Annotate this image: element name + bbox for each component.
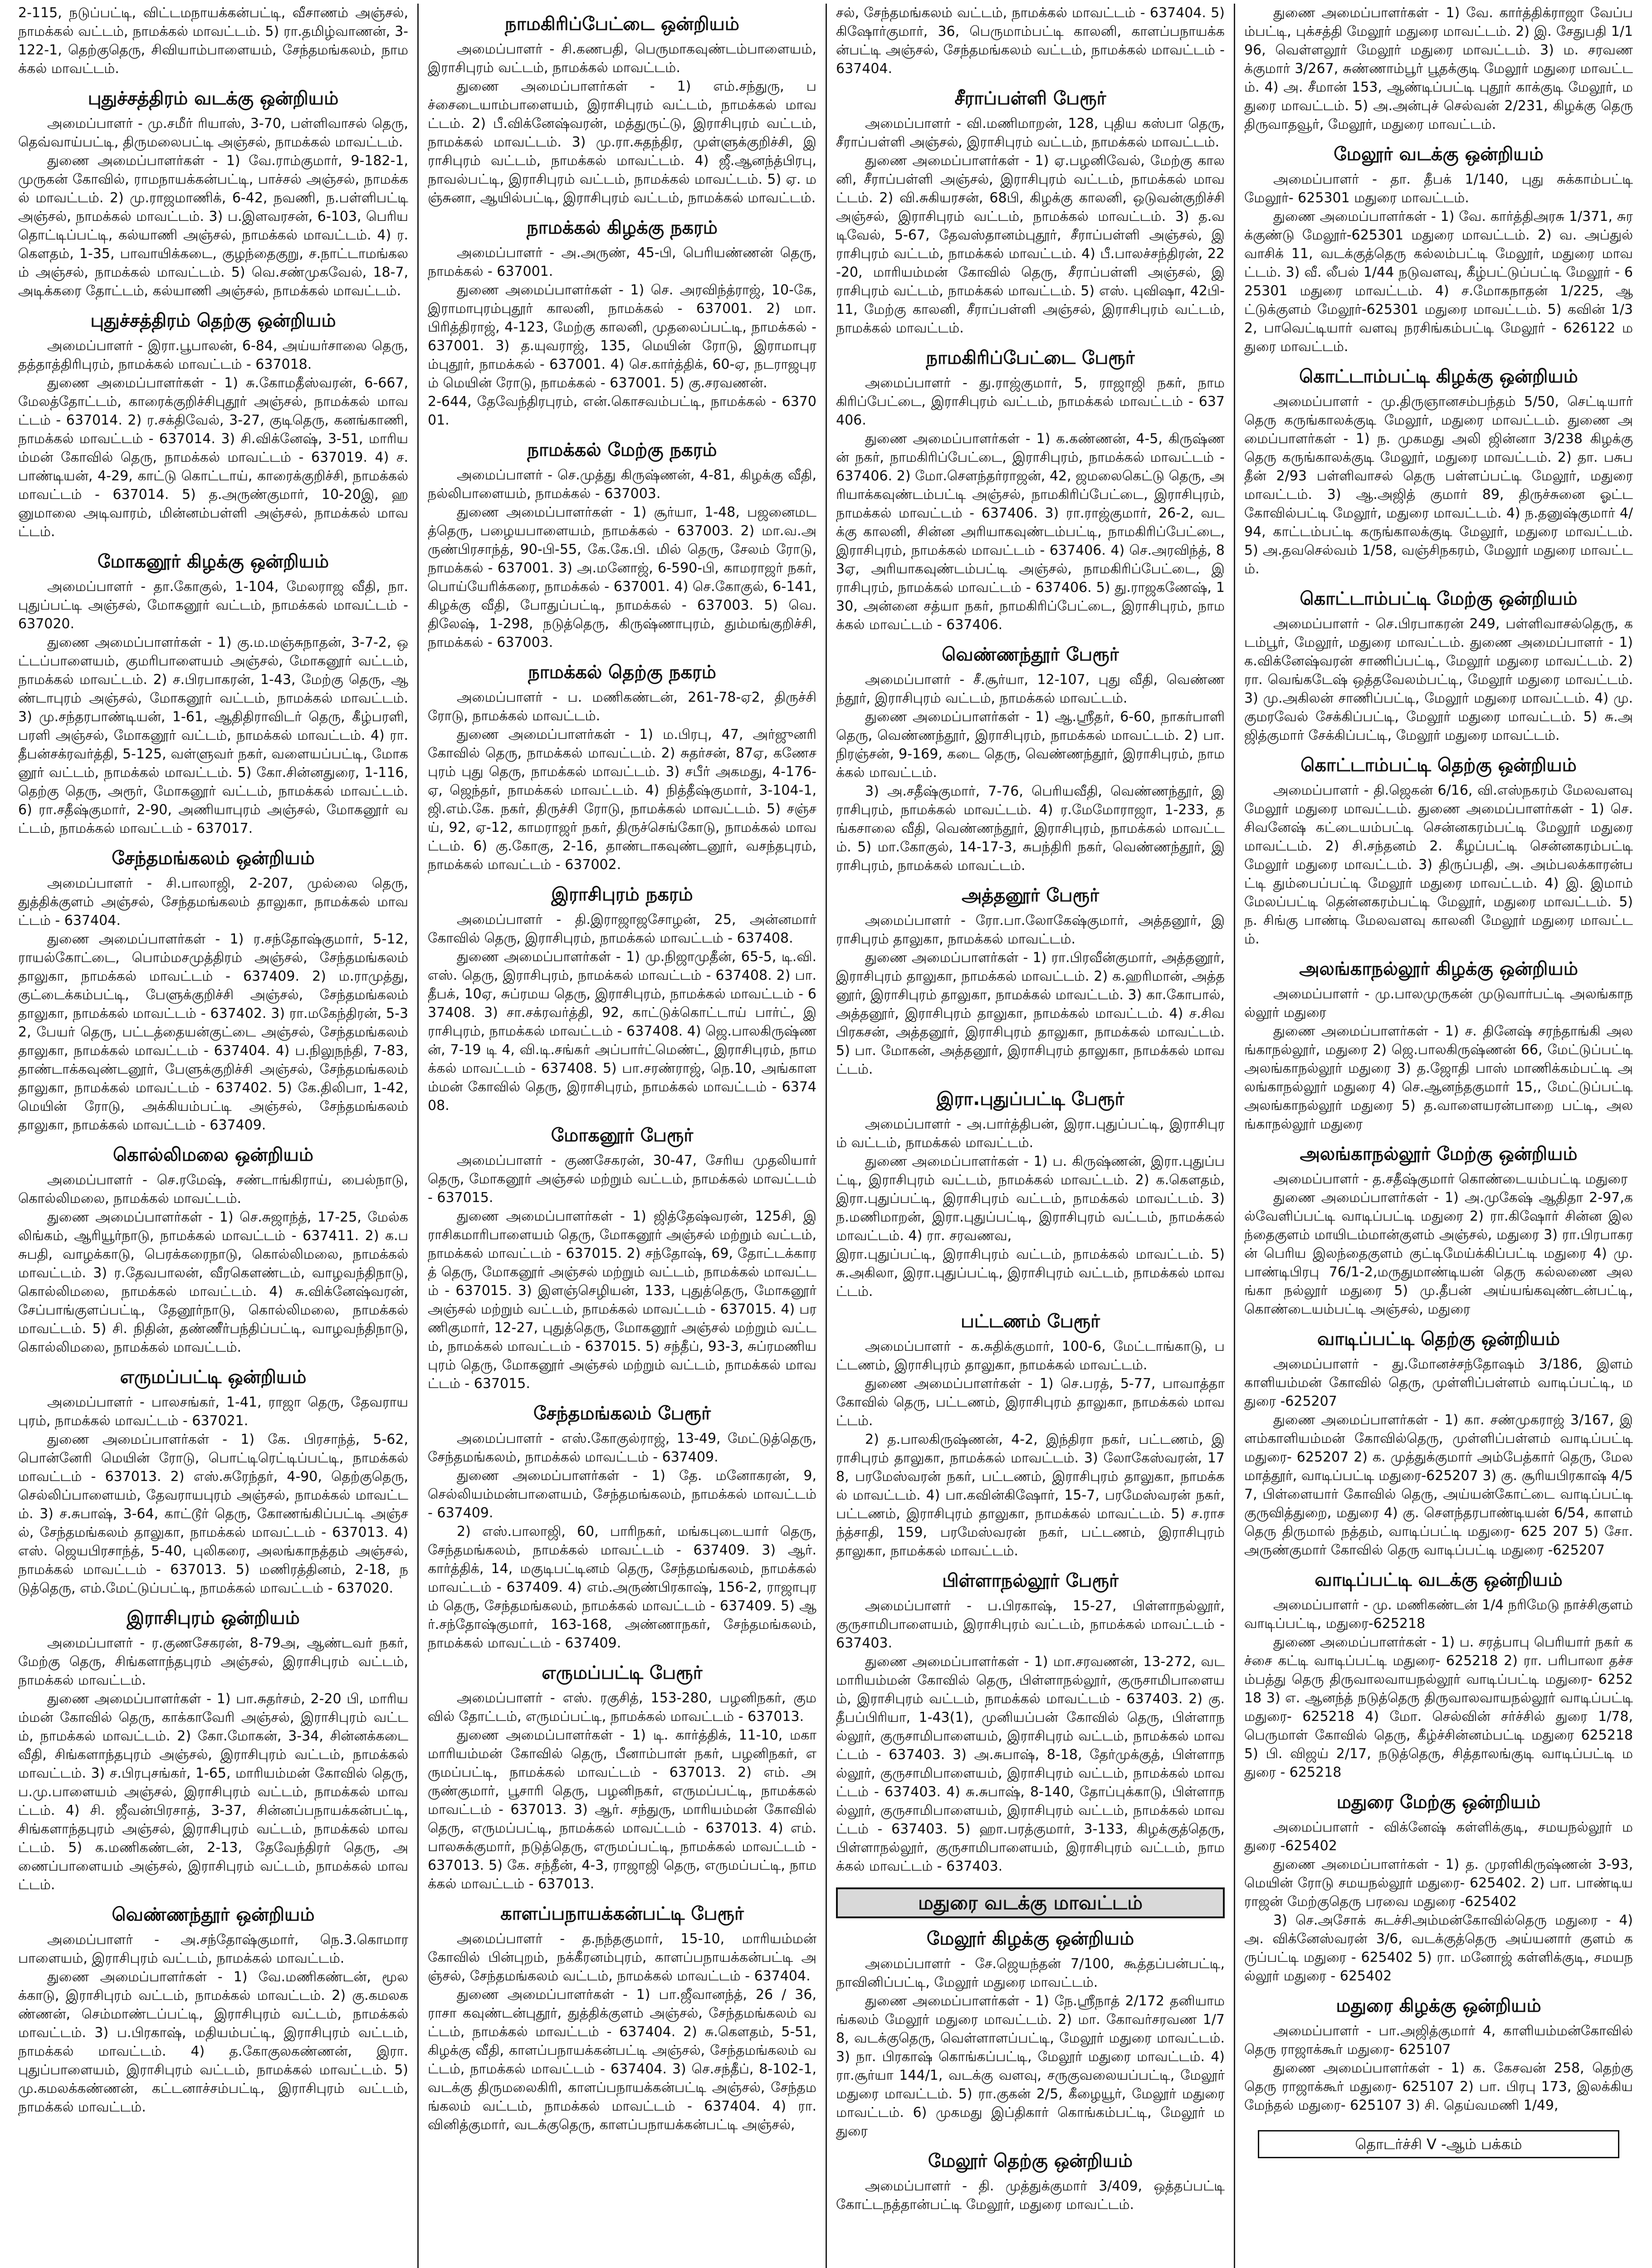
body-paragraph: அமைப்பாளர் - தி.இராஜாஜசோழன், 25, அன்னமார் கோவில் தெரு, இராசிபுரம், நாமக்கல் மாவட்டம் - 637408. [428,912,816,946]
body-paragraph: துணை அமைப்பாளர்கள் - 1) கு.ம.மஞ்சுநாதன், 3-7-2, ஒட்டப்பாளையம், குமரிபாளையம் அஞ்சல், மோகனூர் வட்டம், நாமக்கல் மாவட்டம். 2) ச.பிரபாகரன், 1-43, மேற்கு தெரு, ஆண்டாபுரம் அஞ்சல், மோகனூர் வட்டம், நாமக்கல் மாவட்டம். 3) மு.சந்தரபாண்டியன், 1-61, ஆதிதிராவிடர் தெரு, கீழ்பரளி, பரளி அஞ்சல், மோகனூர் வட்டம், நாமக்கல் மாவட்டம். 4) ரா.தீபன்சக்ரவர்த்தி, 5-125, வள்ளுவர் நகர், வளையப்பட்டி, மோகனூர் வட்டம், நாமக்கல் மாவட்டம். 5) கோ.சின்னதுரை, 1-116, தெற்கு தெரு, அரூர், மோகனூர் வட்டம், நாமக்கல் மாவட்டம். 6) ரா.சதீஷ்குமார், 2-90, அணியாபுரம் அஞ்சல், மோகனூர் வட்டம், நாமக்கல் மாவட்டம் - 637017. [18,635,408,836]
body-paragraph: இரா.புதுப்பட்டி, இராசிபுரம் வட்டம், நாமக்கல் மாவட்டம். 5) சு.அகிலா, இரா.புதுப்பட்டி, இராசிபுரம் வட்டம், நாமக்கல் மாவட்டம். [836,1246,1225,1300]
body-paragraph: அமைப்பாளர் - செ.ரமேஷ், சண்டாங்கிராய், பைல்நாடு, கொல்லிமலை, நாமக்கல் மாவட்டம். [18,1172,408,1207]
body-paragraph: துணை அமைப்பாளர்கள் - 1) டி. கார்த்திக், 11-10, மகா மாரியம்மன் கோவில் தெரு, பீனாம்பாள் நகர், பழனிநகர், எருமப்பட்டி, நாமக்கல் மாவட்டம் - 637013. 2) எம். அருண்குமார், பூசாரி தெரு, பழனிநகர், எருமப்பட்டி, நாமக்கல் மாவட்டம் - 637013. 3) ஆர். சந்துரு, மாரியம்மன் கோவில் தெரு, எருமப்பட்டி, நாமக்கல் மாவட்டம் - 637013. 4) எம். பாலசுக்குமார், நடுத்தெரு, எருமப்பட்டி, நாமக்கல் மாவட்டம் - 637013. 5) கே. சந்தீன், 4-3, ராஜாஜி தெரு, எருமப்பட்டி, நாமக்கல் மாவட்டம் - 637013. [428,1727,816,1892]
body-paragraph: அமைப்பாளர் - பாலசங்கர், 1-41, ராஜா தெரு, தேவராயபுரம், நாமக்கல் மாவட்டம் - 637021. [18,1394,408,1429]
body-paragraph: 2) த.பாலகிருஷ்ணன், 4-2, இந்திரா நகர், பட்டணம், இராசிபுரம் தாலுகா, நாமக்கல் மாவட்டம். 3) லோகேஸ்வரன், 178, பரமேஸ்வரன் நகர், பட்டணம், இராசிபுரம் தாலுகா, நாமக்கல் மாவட்டம். 4) பா.கவின்கிஷோர், 15-7, பரமேஸ்வரன் நகர், பட்டணம், இராசிபுரம் தாலுகா, நாமக்கல் மாவட்டம். 5) ச.ராசந்த்சாதி, 159, பரமேஸ்வரன் நகர், பட்டணம், இராசிபுரம் தாலுகா, நாமக்கல் மாவட்டம். [836,1432,1225,1559]
section-heading: மதுரை மேற்கு ஒன்றியம் [1336,1792,1541,1813]
section-heading: மோகனூர் கிழக்கு ஒன்றியம் [98,551,329,572]
body-paragraph: துணை அமைப்பாளர்கள் - 1) ஜித்தேஷ்வரன், 125சி, இராசிகமாரிபாளையம் தெரு, மோகனூர் அஞ்சல் மற்றும் வட்டம், நாமக்கல் மாவட்டம் - 637015. 2) சந்தோஷ், 69, தோட்டக்காரத் தெரு, மோகனூர் அஞ்சல் மற்றும் வட்டம், நாமக்கல் மாவட்டம் - 637015. 3) இளஞ்செழியன், 133, புதுத்தெரு, மோகனூர் அஞ்சல் மற்றும் வட்டம், நாமக்கல் மாவட்டம் - 637015. 4) பரணிகுமார், 12-27, புதுத்தெரு, மோகனூர் அஞ்சல் மற்றும் வட்டம், நாமக்கல் மாவட்டம் - 637015. 5) சந்தீப், 93-3, சுப்ரமணியபுரம் தெரு, மோகனூர் அஞ்சல் மற்றும் வட்டம், நாமக்கல் மாவட்டம் - 637015. [428,1208,816,1392]
body-paragraph: அமைப்பாளர் - அ.சந்தோஷ்குமார், நெ.3.கொமாரபாளையம், இராசிபுரம் வட்டம், நாமக்கல் மாவட்டம். [18,1932,408,1966]
body-paragraph: அமைப்பாளர் - து.மோனச்சந்தோஷம் 3/186, இளம் காளியம்மன் கோவில் தெரு, முள்ளிப்பள்ளம் வாடிப்பட்டி, மதுரை -625207 [1244,1356,1633,1409]
section-heading: சேந்தமங்கலம் பேரூர் [533,1403,711,1424]
body-paragraph: அமைப்பாளர் - மு. மணிகண்டன் 1/4 நரிமேடு நாச்சிகுளம் வாடிப்பட்டி, மதுரை-625218 [1244,1597,1633,1632]
section-heading: வெண்ணந்தூர் பேரூர் [942,644,1119,665]
body-paragraph: துணை அமைப்பாளர்கள் - 1) த. முரளிகிருஷ்ணன் 3-93, மெயின் ரோடு சமயநல்லூர் மதுரை- 625402. 2) பா. பாண்டியராஜன் மேற்குதெரு பரவை மதுரை -625402 [1244,1857,1633,1910]
body-paragraph: துணை அமைப்பாளர்கள் - 1) நே.ஸ்ரீநாத் 2/172 தனியாமங்கலம் மேலூர் மதுரை மாவட்டம். 2) மா. கோவர்சரவண 1/78, வடக்குதெரு, வெள்ளாளப்பட்டி, மேலூர் மதுரை மாவட்டம். 3) நா. பிரகாஷ் கொங்கப்பட்டி, மேலூர் மதுரை மாவட்டம். 4) ரா.சூர்யா 144/1, வடக்கு வளவு, சருகுவலையப்பட்டி, மேலூர் மதுரை மாவட்டம். 5) ரா.குகன் 2/5, கீழையூர், மேலூர் மதுரை மாவட்டம். 6) முகமது இப்திகார் கொங்கம்பட்டி, மேலூர் மதுரை [836,1993,1225,2139]
body-paragraph: துணை அமைப்பாளர்கள் - 1) க.கண்ணன், 4-5, கிருஷ்ணன் நகர், நாமகிரிப்பேட்டை, இராசிபுரம், நாமக்கல் மாவட்டம் - 637406. 2) மோ.சௌந்தர்ராஜன், 42, ஜமலைகெட்டு தெரு, அரியாக்கவுண்டம்பட்டி அஞ்சல், நாமகிரிப்பேட்டை, இராசிபுரம், நாமக்கல் மாவட்டம் - 637406. 3) ரா.ராஜ்குமார், 26-2, வடக்கு காலனி, சின்ன அரியாகவுண்டம்பட்டி, நாமகிரிப்பேட்டை, இராசிபுரம், நாமக்கல் மாவட்டம் - 637406. 4) செ.அரவிந்த், 83ஏ, அரியாகவுண்டம்பட்டி அஞ்சல், நாமகிரிப்பேட்டை, இராசிபுரம், நாமக்கல் மாவட்டம் - 637406. 5) து.ராஜகணேஷ், 130, அன்னை சத்யா நகர், நாமகிரிப்பேட்டை, இராசிபுரம், நாமக்கல் மாவட்டம் - 637406. [836,431,1225,633]
section-heading: சேந்தமங்கலம் ஒன்றியம் [112,848,315,869]
body-paragraph: அமைப்பாளர் - அ.பார்த்திபன், இரா.புதுப்பட்டி, இராசிபுரம் வட்டம், நாமக்கல் மாவட்டம். [836,1116,1225,1151]
body-paragraph: துணை அமைப்பாளர்கள் - 1) செ. அரவிந்த்ராஜ், 10-கே, இராமாபுரம்புதூர் காலனி, நாமக்கல் - 637001. 2) மா.பிரித்திராஜ், 4-123, மேற்கு காலனி, முதலைப்பட்டி, நாமக்கல் - 637001. 3) த.யுவராஜ், 135, மெயின் ரோடு, இராமாபுரம்புதூர், நாமக்கல் - 637001. 4) செ.கார்த்திக், 60-ஏ, நடராஜபுரம் மெயின் ரோடு, நாமக்கல் - 637001. 5) கு.சரவணன். [428,282,816,391]
body-paragraph: 2-644, தேவேந்திரபுரம், என்.கொசவம்பட்டி, நாமக்கல் - 637001. [428,394,816,428]
body-paragraph: அமைப்பாளர் - ப. மணிகண்டன், 261-78-ஏ2, திருச்சி ரோடு, நாமக்கல் மாவட்டம். [428,689,816,724]
section-heading: இராசிபுரம் நகரம் [551,884,693,905]
body-paragraph: துணை அமைப்பாளர்கள் - 1) ச. தினேஷ் சரந்தாங்கி அலங்காநல்லூர், மதுரை 2) ஜெ.பாலகிருஷ்ணன் 66, மேட்டுப்பட்டி அலங்காநல்லூர் மதுரை 3) த.ஜோதி பாஸ் மாணிக்கம்பட்டி அலங்காநல்லூர் மதுரை 4) செ.ஆனந்தகுமார் 15,, மேட்டுப்பட்டி அலங்காநல்லூர் மதுரை 5) த.வாளையரன்பாறை பட்டி, அலங்காநல்லூர் மதுரை [1244,1023,1633,1132]
section-heading: பட்டணம் பேரூர் [960,1311,1100,1332]
body-paragraph: அமைப்பாளர் - து.ராஜ்குமார், 5, ராஜாஜி நகர், நாமகிரிப்பேட்டை, இராசிபுரம் வட்டம், நாமக்கல் மாவட்டம் - 637406. [836,375,1225,428]
body-paragraph: துணை அமைப்பாளர்கள் - 1) வே. கார்த்திக்ராஜா வேப்பம்பட்டி, புக்சத்தி மேலூர் மதுரை மாவட்டம். 2) இ. சேதுபதி 1/196, வெள்ளலூர் மேலூர் மதுரை மாவட்டம். 3) ம. சரவணக்குமார் 3/267, சுண்ணாம்பூர் பூதக்குடி மேலூர் மதுரை மாவட்டம். 4) அ. சீமான் 153, ஆண்டிப்பட்டி புதூர் காக்குடி மேலூர், மதுரை மாவட்டம். 5) அ.அன்புச் செல்வன் 2/231, கிழக்கு தெரு திருவாதவூர், மேலூர், மதுரை மாவட்டம். [1244,5,1633,132]
section-heading: நாமக்கல் தெற்கு நகரம் [528,662,716,683]
body-paragraph: அமைப்பாளர் - சி.கணபதி, பெருமாகவுண்டம்பாளையம், இராசிபுரம் வட்டம், நாமக்கல் மாவட்டம். [428,41,816,76]
text-column-3 [826,4,1234,2268]
body-paragraph: அமைப்பாளர் - அ.அருண், 45-பி, பெரியண்ணன் தெரு, நாமக்கல் - 637001. [428,245,816,279]
body-paragraph: அமைப்பாளர் - வி.மணிமாறன், 128, புதிய கஸ்பா தெரு, சீராப்பள்ளி அஞ்சல், இராசிபுரம் வட்டம், நாமக்கல் மாவட்டம். [836,116,1225,150]
text-column-2 [417,4,826,2268]
body-paragraph: அமைப்பாளர் - செ.முத்து கிருஷ்ணன், 4-81, கிழக்கு வீதி, நல்லிபாளையம், நாமக்கல் - 637003. [428,467,816,502]
body-paragraph: அமைப்பாளர் - செ.பிரபாகரன் 249, பள்ளிவாசல்தெரு, கடம்பூர், மேலூர், மதுரை மாவட்டம். துணை அமைப்பாளர் - 1) க.விக்னேஷ்வரன் சாணிப்பட்டி, மேலூர் மதுரை மாவட்டம். 2) ரா. வெங்கடேஷ் ஒத்தவேலம்பட்டி, மேலூர் மதுரை மாவட்டம். 3) மு.அகிலன் சாணிப்பட்டி, மேலூர் மதுரை மாவட்டம். 4) மு.குமரவேல் சேக்கிப்பட்டி, மேலூர் மதுரை மாவட்டம். 5) சு.அஜித்குமார் சேக்கிப்பட்டி, மேலூர் மதுரை மாவட்டம். [1244,616,1633,743]
body-paragraph: அமைப்பாளர் - சி.பாலாஜி, 2-207, முல்லை தெரு, துத்திக்குளம் அஞ்சல், சேந்தமங்கலம் தாலுகா, நாமக்கல் மாவட்டம் - 637404. [18,875,408,929]
body-paragraph: துணை அமைப்பாளர்கள் - 1) க. கேசவன் 258, தெற்கு தெரு ராஜாக்கூர் மதுரை- 625107 2) பா. பிரபு 173, இலக்கியமேந்தல் மதுரை- 625107 3) சி. தெய்வமணி 1/49, [1244,2060,1633,2113]
section-heading: நாமகிரிப்பேட்டை ஒன்றியம் [505,14,739,34]
body-paragraph: துணை அமைப்பாளர்கள் - 1) ஆ.ஸ்ரீதர், 6-60, நாகர்பாளி தெரு, வெண்ணந்தூர், இராசிபுரம், நாமக்கல் மாவட்டம். 2) பா.நிரஞ்சன், 9-169, கடை தெரு, வெண்ணந்தூர், இராசிபுரம், நாமக்கல் மாவட்டம். [836,709,1225,781]
section-heading: அத்தனூர் பேரூர் [961,885,1100,906]
body-paragraph: துணை அமைப்பாளர்கள் - 1) சூர்யா, 1-48, பஜனைமடத்தெரு, பழையபாளையம், நாமக்கல் - 637003. 2) மா.வ.அருண்பிரசாந்த், 90-பி-55, கே.கே.பி. மில் தெரு, சேலம் ரோடு, நாமக்கல் - 637001. 3) அ.மனோஜ், 6-590-பி, காமராஜர் நகர், பொய்யேரிக்கரை, நாமக்கல் - 637001. 4) செ.கோகுல், 6-141, கிழக்கு வீதி, போதுப்பட்டி, நாமக்கல் - 637003. 5) வெ.திலேஷ், 1-298, நடுத்தெரு, கிருஷ்ணாபுரம், தும்மங்குறிச்சி, நாமக்கல் - 637003. [428,504,816,650]
body-paragraph: துணை அமைப்பாளர்கள் - 1) ப. சரத்பாபு பெரியார் நகர் கச்சை கட்டி வாடிப்பட்டி மதுரை- 625218 2) ரா. பரிபாலா தச்சம்பத்து தெரு திருவாலவாயநல்லூர் வாடிப்பட்டி மதுரை- 625218 3) எ. ஆனந்த் நடுத்தெரு திருவாலவாயநல்லூர் வாடிப்பட்டி மதுரை- 625218 4) மோ. செல்வின் சர்ச்சில் துரை 1/78, பெருமாள் கோவில் தெரு, கீழ்ச்சின்னம்பட்டி மதுரை 625218 5) பி. விஜய் 2/17, நடுத்தெரு, சித்தாலங்குடி வாடிப்பட்டி மதுரை - 625218 [1244,1634,1633,1780]
section-heading: அலங்காநல்லூர் மேற்கு ஒன்றியம் [1300,1144,1578,1164]
section-heading: இராசிபுரம் ஒன்றியம் [127,1608,300,1628]
section-heading: மேலூர் கிழக்கு ஒன்றியம் [926,1928,1134,1949]
body-paragraph: அமைப்பாளர் - இரா.பூபாலன், 6-84, அய்யர்சாலை தெரு, தத்தாத்திரிபுரம், நாமக்கல் மாவட்டம் - 637018. [18,338,408,372]
body-paragraph: அமைப்பாளர் - ரோ.பா.லோகேஷ்குமார், அத்தனூர், இராசிபுரம் தாலுகா, நாமக்கல் மாவட்டம். [836,913,1225,947]
body-paragraph: துணை அமைப்பாளர்கள் - 1) மா.சரவணன், 13-272, வடமாரியம்மன் கோவில் தெரு, பிள்ளாநல்லூர், குருசாமிபாளையம், இராசிபுரம் வட்டம், நாமக்கல் மாவட்டம் - 637403. 2) கு.தீபப்பிரியா, 1-43(1), முனியப்பன் கோவில் தெரு, பிள்ளாநல்லூர், குருசாமிபாளையம், இராசிபுரம் வட்டம், நாமக்கல் மாவட்டம் - 637403. 3) அ.சுபாஷ், 8-18, தேர்முக்குத், பிள்ளாநல்லூர், குருசாமிபாளையம், இராசிபுரம் வட்டம், நாமக்கல் மாவட்டம் - 637403. 4) சு.சுபாஷ், 8-140, தோப்புக்காடு, பிள்ளாநல்லூர், குருசாமிபாளையம், இராசிபுரம் வட்டம், நாமக்கல் மாவட்டம் - 637403. 5) ஹா.பரத்குமார், 3-133, கிழக்குத்தெரு, பிள்ளாநல்லூர், குருசாமிபாளையம், இராசிபுரம் வட்டம், நாமக்கல் மாவட்டம் - 637403. [836,1654,1225,1874]
section-heading: கொட்டாம்பட்டி கிழக்கு ஒன்றியம் [1299,366,1578,387]
body-paragraph: துணை அமைப்பாளர்கள் - 1) ரா.பிரவீன்குமார், அத்தனூர், இராசிபுரம் தாலுகா, நாமக்கல் மாவட்டம். 2) க.ஹரிமான், அத்தனூர், இராசிபுரம் தாலுகா, நாமக்கல் மாவட்டம். 3) கா.கோபால், அத்தனூர், இராசிபுரம் தாலுகா, நாமக்கல் மாவட்டம். 4) ச.சிவபிரகசன், அத்தனூர், இராசிபுரம் தாலுகா, நாமக்கல் மாவட்டம். 5) பா. மோகன், அத்தனூர், இராசிபுரம் தாலுகா, நாமக்கல் மாவட்டம். [836,950,1225,1077]
section-heading: புதுச்சத்திரம் வடக்கு ஒன்றியம் [88,88,339,109]
section-heading: வெண்ணந்தூர் ஒன்றியம் [112,1904,315,1925]
section-heading: புதுச்சத்திரம் தெற்கு ஒன்றியம் [90,310,336,331]
body-paragraph: அமைப்பாளர் - எஸ். ரகுசித், 153-280, பழனிநகர், குமவில் தோட்டம், எருமப்பட்டி, நாமக்கல் மாவட்டம் - 637013. [428,1690,816,1725]
body-paragraph: துணை அமைப்பாளர்கள் - 1) ஏ.பழனிவேல், மேற்கு காலனி, சீராப்பள்ளி அஞ்சல், இராசிபுரம் வட்டம், நாமக்கல் மாவட்டம். 2) வி.சுகியரசன், 68பி, கிழக்கு காலனி, ஒடுவன்குறிச்சி அஞ்சல், இராசிபுரம் வட்டம், நாமக்கல் மாவட்டம். 3) த.வடிவேல், 5-67, தேவஸ்தானம்புதூர், சீராப்பள்ளி அஞ்சல், இராசிபுரம் வட்டம், நாமக்கல் மாவட்டம். 4) பீ.பாலச்சந்திரன், 22-20, மாரியம்மன் கோவில் தெரு, சீராப்பள்ளி அஞ்சல், இராசிபுரம் வட்டம், நாமக்கல் மாவட்டம். 5) எஸ். புவிஷா, 42பி-11, மேற்கு காலனி, சீராப்பள்ளி அஞ்சல், இராசிபுரம் வட்டம், நாமக்கல் மாவட்டம். [836,153,1225,336]
body-paragraph: சல், சேந்தமங்கலம் வட்டம், நாமக்கல் மாவட்டம் - 637404. 5) கிஷோர்குமார், 36, பெருமாம்பட்டி காலனி, காளப்பநாயக்கன்பட்டி அஞ்சல், சேந்தமங்கலம் வட்டம், நாமக்கல் மாவட்டம் - 637404. [836,5,1225,77]
body-paragraph: துணை அமைப்பாளர்கள் - 1) மு.நிஜாமுதீன், 65-5, டி.வி.எஸ். தெரு, இராசிபுரம், நாமக்கல் மாவட்டம் - 637408. 2) பா.தீபக், 10ஏ, சுப்ரமய தெரு, இராசிபுரம், நாமக்கல் மாவட்டம் - 637408. 3) சா.சக்ரவர்த்தி, 92, காட்டுக்கொட்டாய் பார்ட், இராசிபுரம், நாமக்கல் மாவட்டம் - 637408. 4) ஜெ.பாலகிருஷ்ணன், 7-19 டி 4, வி.டி.சங்கர் அப்பார்ட்மெண்ட், இராசிபுரம், நாமக்கல் மாவட்டம் - 637408. 5) பா.சரண்ராஜ், நெ.10, அங்காளம்மன் கோவில் தெரு, இராசிபுரம், நாமக்கல் மாவட்டம் - 637408. [428,949,816,1114]
section-heading: மேலூர் தெற்கு ஒன்றியம் [928,2151,1133,2171]
body-paragraph: துணை அமைப்பாளர்கள் - 1) தே. மனோகரன், 9, செல்லியம்மன்பாளையம், சேந்தமங்கலம், நாமக்கல் மாவட்டம் - 637409. [428,1468,816,1521]
body-paragraph: அமைப்பாளர் - மு.பாலமுருகன் முடுவார்பட்டி அலங்காநல்லூர் மதுரை [1244,986,1633,1021]
body-paragraph: துணை அமைப்பாளர்கள் - 1) செ.பரத், 5-77, பாவாத்தா கோவில் தெரு, பட்டணம், இராசிபுரம் தாலுகா, நாமக்கல் மாவட்டம். [836,1376,1225,1429]
body-paragraph: துணை அமைப்பாளர்கள் - 1) சு.கோமதீஸ்வரன், 6-667, மேலத்தோட்டம், காரைக்குறிச்சிபுதூர் அஞ்சல், நாமக்கல் மாவட்டம் - 637014. 2) ர.சக்திவேல், 3-27, குடிதெரு, கனங்காணி, நாமக்கல் மாவட்டம் - 637014. 3) சி.விக்னேஷ், 3-51, மாரியம்மன் கோவில் தெரு, நாமக்கல் மாவட்டம் - 637019. 4) ச. பாண்டியன், 4-29, காட்டு கொட்டாய், காரைக்குறிச்சி, நாமக்கல் மாவட்டம் - 637014. 5) த.அருண்குமார், 10-20இ, ஹனுமாலை அடிவாரம், மின்னம்பள்ளி அஞ்சல், நாமக்கல் மாவட்டம். [18,375,408,540]
section-heading: எருமப்பட்டி ஒன்றியம் [120,1367,307,1388]
body-paragraph: அமைப்பாளர் - த.சதீஷ்குமார் கொண்டையம்பட்டி மதுரை [1273,1171,1628,1187]
section-heading: இரா.புதுப்பட்டி பேரூர் [936,1089,1124,1110]
body-paragraph: அமைப்பாளர் - சீ.சூர்யா, 12-107, புது வீதி, வெண்ணந்தூர், இராசிபுரம் வட்டம், நாமக்கல் மாவட்டம். [836,672,1225,706]
section-heading: சீராப்பள்ளி பேரூர் [954,88,1106,109]
body-paragraph: துணை அமைப்பாளர்கள் - 1) ர.சந்தோஷ்குமார், 5-12, ராயல்கோட்டை, பொம்மசமுத்திரம் அஞ்சல், சேந்தமங்கலம் தாலுகா, நாமக்கல் மாவட்டம் - 637409. 2) ம.ராமுத்து, குட்டைக்கம்பட்டி, பேளுக்குறிச்சி அஞ்சல், சேந்தமங்கலம் தாலுகா, நாமக்கல் மாவட்டம் - 637402. 3) ரா.மகேந்திரன், 5-32, பேயர் தெரு, பட்டத்தையன்குட்டை அஞ்சல், சேந்தமங்கலம் தாலுகா, நாமக்கல் மாவட்டம் - 637404. 4) ப.நிலுநந்தி, 7-83, தாண்டாக்கவுண்டனூர், பேளுக்குறிச்சி அஞ்சல், சேந்தமங்கலம் தாலுகா, நாமக்கல் மாவட்டம் - 637402. 5) கே.திலிபா, 1-42, மெயின் ரோடு, அக்கியம்பட்டி அஞ்சல், சேந்தமங்கலம் தாலுகா, நாமக்கல் மாவட்டம் - 637409. [18,931,408,1133]
section-heading: அலங்காநல்லூர் கிழக்கு ஒன்றியம் [1299,958,1578,979]
section-heading: கொட்டாம்பட்டி மேற்கு ஒன்றியம் [1300,588,1578,609]
body-paragraph: துணை அமைப்பாளர்கள் - 1) பா.சுதர்சம், 2-20 பி, மாரியம்மன் கோவில் தெரு, காக்காவேரி அஞ்சல், இராசிபுரம் வட்டம், நாமக்கல் மாவட்டம். 2) கோ.மோகன், 3-34, சின்னக்கடை வீதி, சிங்களாந்தபுரம் அஞ்சல், இராசிபுரம் வட்டம், நாமக்கல் மாவட்டம். 3) ச.பிரபுசங்கர், 1-65, மாரியம்மன் கோவில் தெரு, ப.மு.பாளையம் அஞ்சல், இராசிபுரம் வட்டம், நாமக்கல் மாவட்டம். 4) சி. ஜீவன்பிரசாத், 3-37, சின்னப்பநாயக்கன்பட்டி, சிங்களாந்தபுரம் அஞ்சல், இராசிபுரம் வட்டம், நாமக்கல் மாவட்டம். 5) க.மணிகண்டன், 2-13, தேவேந்திரர் தெரு, அணைப்பாளையம் அஞ்சல், இராசிபுரம் வட்டம், நாமக்கல் மாவட்டம். [18,1691,408,1893]
body-paragraph: அமைப்பாளர் - தா.கோகுல், 1-104, மேலராஜ வீதி, நா.புதுப்பட்டி அஞ்சல், மோகனூர் வட்டம், நாமக்கல் மாவட்டம் - 637020. [18,579,408,632]
body-paragraph: துணை அமைப்பாளர்கள் - 1) வே.ராம்குமார், 9-182-1, முருகன் கோவில், ராமநாயக்கன்பட்டி, பாச்சல் அஞ்சல், நாமக்கல் மாவட்டம். 2) மு.ராஜமாணிக், 6-42, நவணி, ந.பள்ளிபட்டி அஞ்சல், நாமக்கல் மாவட்டம். 3) ப.இளவரசன், 6-103, பெரியதொட்டிப்பட்டி, கல்யாணி அஞ்சல், நாமக்கல் மாவட்டம். 4) ர.கௌதம், 1-35, பாவாயிக்கடை, குழந்தைகுறு, ச.நாட்டாமங்கலம் அஞ்சல், நாமக்கல் மாவட்டம். 5) வெ.சண்முகவேல், 18-7, அடிக்கரை தோட்டம், கல்யாணி அஞ்சல், நாமக்கல் மாவட்டம். [18,153,408,299]
body-paragraph: அமைப்பாளர் - மு.சமீர் ரியாஸ், 3-70, பள்ளிவாசல் தெரு, தெவ்வாய்பட்டி, திருமலைபட்டி அஞ்சல், நாமக்கல் மாவட்டம். [18,116,408,150]
body-paragraph: அமைப்பாளர் - விக்னேஷ் கள்ளிக்குடி, சமயநல்லூர் மதுரை -625402 [1244,1819,1633,1854]
body-paragraph: 3) செ.அசோக் சுடச்சிஅம்மன்கோவில்தெரு மதுரை - 4) அ. விக்னேஸ்வரன் 3/6, வடக்குத்தெரு அய்யனார் குளம் கருப்பட்டி மதுரை - 625402 5) ரா. மனோஜ் கள்ளிக்குடி, சமயநல்லூர் மதுரை - 625402 [1244,1912,1633,1984]
body-paragraph: துணை அமைப்பாளர்கள் - 1) ம.பிரபு, 47, அர்ஜுனரி கோவில் தெரு, நாமக்கல் மாவட்டம். 2) சுதர்சன், 87ஏ, கணேசபுரம் புது தெரு, நாமக்கல் மாவட்டம். 3) சபீர் அகமது, 4-176-ஏ, ஜெந்தர், நாமக்கல் மாவட்டம். 4) நித்தீஷ்குமார், 3-104-1, ஜி.எம்.கே. நகர், திருச்சி ரோடு, நாமக்கல் மாவட்டம். 5) சஞ்சய், 92, ஏ-12, காமராஜர் நகர், திருச்செங்கோடு, நாமக்கல் மாவட்டம். 6) கு.கோகு, 2-16, தாண்டாகவுண்டனூர், வசந்தபுரம், நாமக்கல் மாவட்டம் - 637002. [428,727,816,873]
section-heading: மோகனூர் பேரூர் [551,1125,694,1146]
body-paragraph: அமைப்பாளர் - தா. தீபக் 1/140, புது சுக்காம்பட்டி மேலூர்- 625301 மதுரை மாவட்டம். [1244,171,1633,206]
body-paragraph: துணை அமைப்பாளர்கள் - 1) வே. கார்த்திஅரசு 1/371, சுரக்குண்டு மேலூர்-625301 மதுரை மாவட்டம். 2) வ. அப்துல் வாசிக் 11, வடக்குத்தெரு கல்லம்பட்டி மேலூர், மதுரை மாவட்டம். 3) வீ. லீபல் 1/44 நடுவளவு, கீழ்பட்டுப்பட்டி மேலூர் - 625301 மதுரை மாவட்டம். 4) ச.மோகநாதன் 1/225, ஆட்டுக்குளம் மேலூர்-625301 மதுரை மாவட்டம். 5) கவின் 1/32, பாவெட்டியார் வளவு நரசிங்கம்பட்டி மேலூர் - 626122 மதுரை மாவட்டம். [1244,209,1633,355]
section-heading: கொட்டாம்பட்டி தெற்கு ஒன்றியம் [1300,755,1577,776]
section-heading: மேலூர் வடக்கு ஒன்றியம் [1334,144,1544,165]
section-heading: வாடிப்பட்டி தெற்கு ஒன்றியம் [1317,1329,1560,1349]
section-heading: வாடிப்பட்டி வடக்கு ஒன்றியம் [1315,1569,1563,1590]
district-banner: மதுரை வடக்கு மாவட்டம் [836,1887,1225,1918]
body-paragraph: 3) அ.சதீஷ்குமார், 7-76, பெரியவீதி, வெண்ணந்தூர், இராசிபுரம், நாமக்கல் மாவட்டம். 4) ர.மேமோராஜா, 1-233, தங்கசாலை வீதி, வெண்ணந்தூர், இராசிபுரம், நாமக்கல் மாவட்டம். 5) மா.கோகுல், 14-17-3, சுபந்திரி நகர், வெண்ணந்தூர், இராசிபுரம், நாமக்கல் மாவட்டம். [836,783,1225,874]
text-column-4 [1234,4,1642,2268]
body-paragraph: துணை அமைப்பாளர்கள் - 1) கா. சண்முகராஜ் 3/167, இளம்காளியம்மன் கோவில்தெரு, முள்ளிப்பள்ளம் வாடிப்பட்டி மதுரை- 625207 2) க. முத்துக்குமார் அம்பேத்கார் தெரு, மேல மாத்தூர், வாடிப்பட்டி மதுரை-625207 3) கு. சூரியபிரகாஷ் 4/57, பிள்ளையார் கோவில் தெரு, அய்யன்கோட்டை வாடிப்பட்டி குருவித்துறை, மதுரை 4) கு. சௌந்தரபாண்டியன் 6/54, காளம் தெரு திருமால் நத்தம், வாடிப்பட்டி மதுரை- 625 207 5) சோ. அருண்குமார் கோவில் தெரு வாடிப்பட்டி மதுரை -625207 [1244,1412,1633,1558]
section-heading: நாமகிரிப்பேட்டை பேரூர் [926,347,1135,368]
body-paragraph: துணை அமைப்பாளர்கள் - 1) கே. பிரசாந்த், 5-62, பொன்னேரி மெயின் ரோடு, பொட்டிரெட்டிப்பட்டி, நாமக்கல் மாவட்டம் - 637013. 2) எஸ்.சுரேந்தர், 4-90, தெற்குதெரு, செல்லிப்பாளையம், தேவராயபுரம் அஞ்சல், நாமக்கல் மாவட்டம். 3) ச.சுபாஷ், 3-64, காட்டூர் தெரு, கோணங்கிப்பட்டி அஞ்சல், சேந்தமங்கலம் தாலுகா, நாமக்கல் மாவட்டம் - 637013. 4) எஸ். ஜெயபிரசாந்த், 5-40, புலிகரை, அலங்காநத்தம் அஞ்சல், நாமக்கல் மாவட்டம் - 637013. 5) மணிரத்தினம், 2-18, நடுத்தெரு, எம்.மேட்டுப்பட்டி, நாமக்கல் மாவட்டம் - 637020. [18,1432,408,1596]
body-paragraph: அமைப்பாளர் - பா.அஜித்குமார் 4, காளியம்மன்கோவில் தெரு ராஜாக்கூர் மதுரை- 625107 [1244,2023,1633,2058]
body-paragraph: துணை அமைப்பாளர்கள் - 1) செ.சுஜாந்த், 17-25, மேல்கலிங்கம், ஆரியூர்நாடு, நாமக்கல் மாவட்டம் - 637411. 2) க.பசுபதி, வாழக்காடு, பெரக்கரைநாடு, கொல்லிமலை, நாமக்கல் மாவட்டம். 3) ர.தேவபாலன், வீரகௌண்டம், வாழவந்திநாடு, கொல்லிமலை, நாமக்கல் மாவட்டம். 4) சு.விக்னேஷ்வரன், சேப்பாங்குளப்பட்டி, தேனூர்நாடு, கொல்லிமலை, நாமக்கல் மாவட்டம். 5) சி. நிதின், தண்ணீர்பந்திப்பட்டி, வாழவந்திநாடு, கொல்லிமலை, நாமக்கல் மாவட்டம். [18,1209,408,1355]
section-heading: மதுரை கிழக்கு ஒன்றியம் [1336,1995,1541,2016]
body-paragraph: அமைப்பாளர் - மு.திருஞானசம்பந்தம் 5/50, செட்டியார் தெரு கருங்காலக்குடி மேலூர், மதுரை மாவட்டம். துணை அமைப்பாளர்கள் - 1) ந. முகமது அலி ஜின்னா 3/238 கிழக்கு தெரு கருங்காலக்குடி மேலூர், மதுரை மாவட்டம். 2) தா. பசுபதீன் 2/93 பள்ளிவாசல் தெரு பள்ளப்பட்டி மேலூர், மதுரை மாவட்டம். 3) ஆ.அஜித் குமார் 89, திருச்சுனை ஓட்ட கோவில்பட்டி மேலூர், மதுரை மாவட்டம். 4) ந.தனுஷ்குமார் 4/94, காட்டம்பட்டி கருங்காலக்குடி மேலூர், மதுரை மாவட்டம். 5) அ.தவசெல்வம் 1/58, வஞ்சிநகரம், மேலூர் மதுரை மாவட்டம். [1244,394,1633,577]
section-heading: நாமக்கல் மேற்கு நகரம் [527,440,717,460]
body-paragraph: 2) எஸ்.பாலாஜி, 60, பாரிநகர், மங்கபுடையார் தெரு, சேந்தமங்கலம், நாமக்கல் மாவட்டம் - 637409. 3) ஆர். கார்த்திக், 14, மகுடிபட்டினம் தெரு, சேந்தமங்கலம், நாமக்கல் மாவட்டம் - 637409. 4) எம்.அருண்பிரகாஷ், 156-2, ராஜாபுரம் தெரு, சேந்தமங்கலம், நாமக்கல் மாவட்டம் - 637409. 5) ஆர்.சந்தோஷ்குமார், 163-168, அண்ணாநகர், சேந்தமங்கலம், நாமக்கல் மாவட்டம் - 637409. [428,1524,816,1651]
body-paragraph: அமைப்பாளர் - ப.பிரகாஷ், 15-27, பிள்ளாநல்லூர், குருசாமிபாளையம், இராசிபுரம் வட்டம், நாமக்கல் மாவட்டம் - 637403. [836,1598,1225,1651]
section-heading: காளப்பநாயக்கன்பட்டி பேரூர் [500,1903,744,1924]
body-paragraph: அமைப்பாளர் - எஸ்.கோகுல்ராஜ், 13-49, மேட்டுத்தெரு, சேந்தமங்கலம், நாமக்கல் மாவட்டம் - 637409. [428,1431,816,1465]
section-heading: நாமக்கல் கிழக்கு நகரம் [527,217,718,238]
body-paragraph: துணை அமைப்பாளர்கள் - 1) எம்.சந்துரு, பச்சைடையாம்பாளையம், இராசிபுரம் வட்டம், நாமக்கல் மாவட்டம். 2) பீ.விக்னேஷ்வரன், மத்துருட்டு, இராசிபுரம் வட்டம், நாமக்கல் மாவட்டம். 3) மு.ரா.சுதந்திர, முள்ளுக்குறிச்சி, இராசிபுரம் வட்டம், நாமக்கல் மாவட்டம். 4) ஜீ.ஆனந்த்பிரபு, நாவல்பட்டி, இராசிபுரம் வட்டம், நாமக்கல் மாவட்டம். 5) ஏ. மஞ்சுனா, ஆயில்பட்டி, இராசிபுரம் வட்டம், நாமக்கல் மாவட்டம். [428,78,816,206]
body-paragraph: அமைப்பாளர் - தி.ஜெகன் 6/16, வி.எஸ்நகரம் மேலவளவு மேலூர் மதுரை மாவட்டம். துணை அமைப்பாளர்கள் - 1) செ.சிவனேஷ் கட்டையம்பட்டி சென்னகரம்பட்டி மேலூர் மதுரை மாவட்டம். 2) சி.சந்தனம் 2. கீழப்பட்டி சென்னகரம்பட்டி மேலூர் மதுரை மாவட்டம். 3) திருப்பதி, அ. அம்பலக்காரன்பட்டி தும்பைப்பட்டி மேலூர் மதுரை மாவட்டம். 4) இ. இமாம் மேலப்பட்டி தென்னகரம்பட்டி மேலூர், மதுரை மாவட்டம். 5) ந. சிங்கு பாண்டி மேலவளவு காலனி மேலூர் மதுரை மாவட்டம். [1244,782,1633,947]
body-paragraph: அமைப்பாளர் - சே.ஜெயந்தன் 7/100, கூத்தப்பன்பட்டி, நாவினிப்பட்டி, மேலூர் மதுரை மாவட்டம். [836,1956,1225,1990]
body-paragraph: அமைப்பாளர் - த.நந்தகுமார், 15-10, மாரியம்மன் கோவில் பின்புறம், நக்கீரனம்புரம், காளப்பநாயக்கன்பட்டி அஞ்சல், சேந்தமங்கலம் வட்டம், நாமக்கல் மாவட்டம் - 637404. [428,1931,816,1984]
section-heading: கொல்லிமலை ஒன்றியம் [113,1144,313,1165]
body-paragraph: அமைப்பாளர் - ர.குணசேகரன், 8-79அ, ஆண்டவர் நகர், மேற்கு தெரு, சிங்களாந்தபுரம் அஞ்சல், இராசிபுரம் வட்டம், நாமக்கல் மாவட்டம். [18,1635,408,1688]
body-paragraph: துணை அமைப்பாளர்கள் - 1) பா.ஜீவானந்த், 26 / 36, ராசா கவுண்டன்புதூர், துத்திக்குளம் அஞ்சல், சேந்தமங்கலம் வட்டம், நாமக்கல் மாவட்டம் - 637404. 2) சு.கௌதம், 5-51, கிழக்கு வீதி, காளப்பநாயக்கன்பட்டி அஞ்சல், சேந்தமங்கலம் வட்டம், நாமக்கல் மாவட்டம் - 637404. 3) செ.சந்தீப், 8-102-1, வடக்கு திருமலைகிரி, காளப்பநாயக்கன்பட்டி அஞ்சல், சேந்தமங்கலம் வட்டம், நாமக்கல் மாவட்டம் - 637404. 4) ரா.வினித்குமார், வடக்குதெரு, காளப்பநாயக்கன்பட்டி அஞ்சல், [428,1987,816,2133]
body-paragraph: அமைப்பாளர் - குணசேகரன், 30-47, சேரிய முதலியார் தெரு, மோகனூர் அஞ்சல் மற்றும் வட்டம், நாமக்கல் மாவட்டம் - 637015. [428,1153,816,1206]
body-paragraph: அமைப்பாளர் - தி. முத்துக்குமார் 3/409, ஒத்தப்பட்டி கோட்டநத்தான்பட்டி மேலூர், மதுரை மாவட்டம். [836,2178,1225,2213]
text-column-1 [9,4,417,2268]
body-paragraph: 2-115, நடுப்பட்டி, விட்டமநாயக்கன்பட்டி, வீசாணம் அஞ்சல், நாமக்கல் வட்டம், நாமக்கல் மாவட்டம். 5) ரா.தமிழ்வாணன், 3-122-1, தெற்குதெரு, சிவியாம்பாளையம், சேந்தமங்கலம், நாமக்கல் மாவட்டம். [18,5,408,77]
section-heading: பிள்ளாநல்லூர் பேரூர் [942,1570,1119,1591]
body-paragraph: துணை அமைப்பாளர்கள் - 1) அ.முகேஷ் ஆதிதா 2-97,கல்வேளிப்பட்டி வாடிப்பட்டி மதுரை 2) ரா.கிஷோர் சின்ன இலந்தைகுளம் மாயிடம்மான்குளம் அஞ்சல், மதுரை 3) ரா.பிரபாகரன் பெரிய இலந்தைகுளம் குட்டிமேய்க்கிப்பட்டி மதுரை 4) மு. பாண்டிபிரபு 76/1-2,மருதுமாண்டியன் தெரு கல்லணை அலங்கா நல்லூர் மதுரை 5) மு.தீபன் அய்யங்கவுண்டன்பட்டி, கொண்டையம்பட்டி அஞ்சல், மதுரை [1244,1190,1633,1317]
section-heading: எருமப்பட்டி பேரூர் [542,1662,703,1683]
continuation-note: தொடர்ச்சி V -ஆம் பக்கம் [1258,2130,1619,2158]
body-paragraph: அமைப்பாளர் - க.சுதிக்குமார், 100-6, மேட்டாங்காடு, பட்டணம், இராசிபுரம் தாலுகா, நாமக்கல் மாவட்டம். [836,1339,1225,1373]
body-paragraph: துணை அமைப்பாளர்கள் - 1) வே.மணிகண்டன், மூலக்காடு, இராசிபுரம் வட்டம், நாமக்கல் மாவட்டம். 2) கு.கமலகண்ணன், செம்மாண்டப்பட்டி, இராசிபுரம் வட்டம், நாமக்கல் மாவட்டம். 3) ப.பிரகாஷ், மதியம்பட்டி, இராசிபுரம் வட்டம், நாமக்கல் மாவட்டம். 4) த.கோகுலகண்ணன், இரா.புதுப்பாளையம், இராசிபுரம் வட்டம், நாமக்கல் மாவட்டம். 5) மு.கமலக்கண்ணன், கட்டனாச்சம்பட்டி, இராசிபுரம் வட்டம், நாமக்கல் மாவட்டம். [18,1969,408,2115]
body-paragraph: துணை அமைப்பாளர்கள் - 1) ப. கிருஷ்ணன், இரா.புதுப்பட்டி, இராசிபுரம் வட்டம், நாமக்கல் மாவட்டம். 2) க.கௌதம், இரா.புதுப்பட்டி, இராசிபுரம் வட்டம், நாமக்கல் மாவட்டம். 3) ந.மணிமாறன், இரா.புதுப்பட்டி, இராசிபுரம் வட்டம், நாமக்கல் மாவட்டம். 4) ரா. சரவணவ, [836,1154,1225,1244]
